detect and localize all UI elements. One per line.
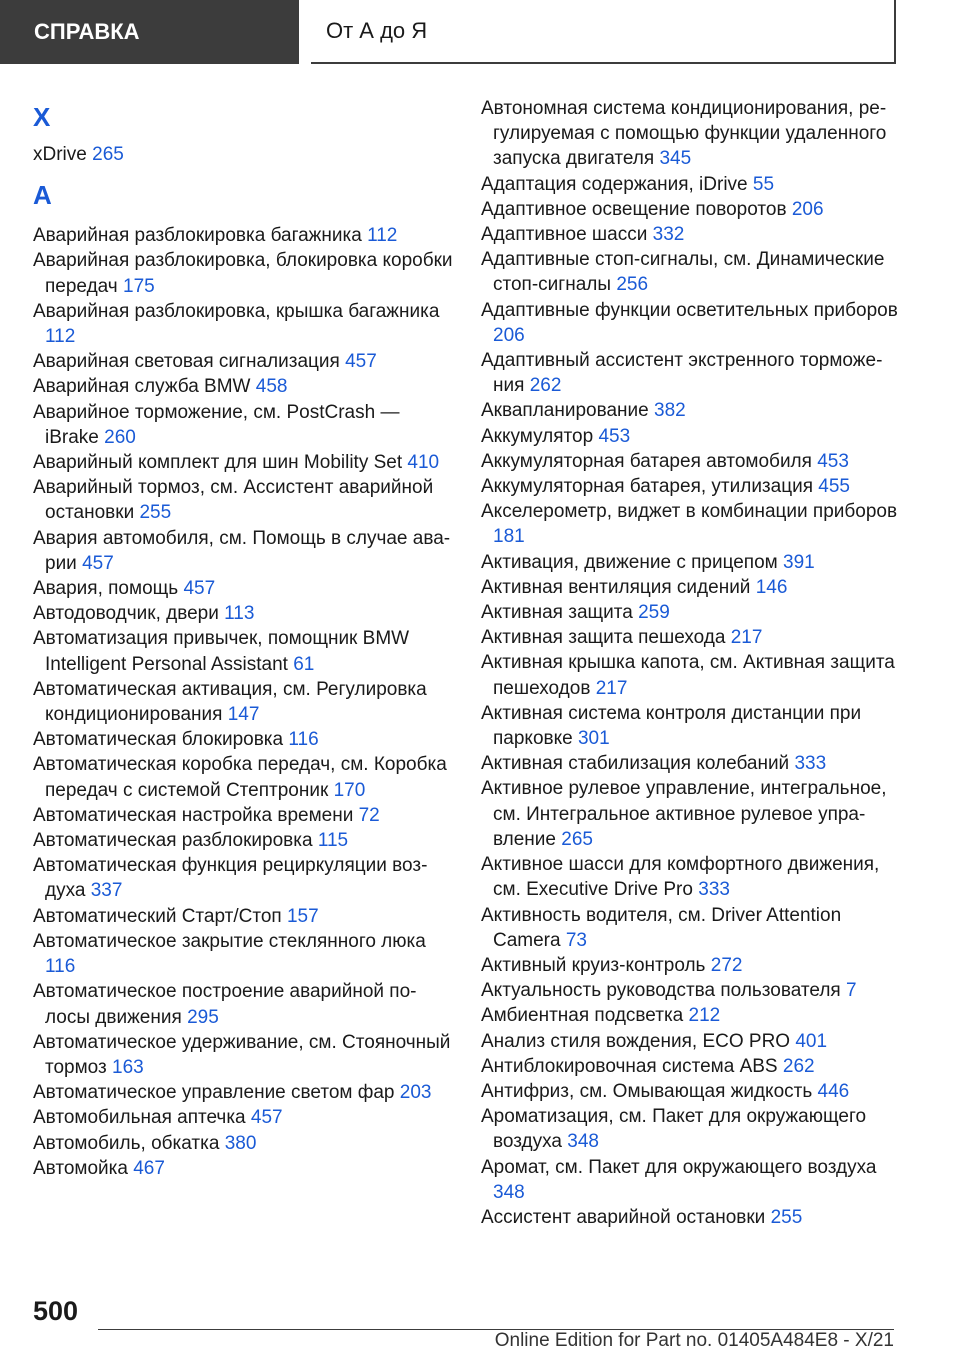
index-term: Автоматическое управление светом фар [33,1082,395,1104]
index-term: Адаптация содержания, iDrive [481,173,748,195]
index-entry [481,575,901,600]
index-entry [33,248,453,298]
index-entry [33,1030,453,1080]
index-entry [33,803,453,828]
index-entry [481,348,901,398]
index-entry [33,904,453,929]
page-title: От А до Я [326,18,428,43]
page-reference-link[interactable]: 260 [104,426,136,448]
page-reference-link[interactable]: 301 [577,728,610,750]
index-term: Аварийная разблокировка, крышка багажника [33,300,440,322]
index-term: Аккумуляторная батарея, утилизация [481,476,813,498]
index-term: Амбиентная подсветка [481,1005,684,1027]
index-entry [33,526,453,576]
index-term: Аварийный комплект для шин Mobility Set [33,452,403,474]
index-entry [33,626,453,676]
page-reference-link[interactable]: 457 [250,1107,283,1129]
index-term: Автомобиль, обкатка [33,1132,220,1154]
page-reference-link[interactable]: 163 [112,1056,144,1078]
index-entry [481,600,901,625]
page-reference-link[interactable]: 391 [783,551,815,573]
index-entry [33,601,453,626]
page-reference-link[interactable]: 112 [45,326,76,348]
index-entry [33,727,453,752]
index-term: Активное шасси для комфортного движения, см. Executive Drive Pro [481,854,880,901]
page-reference-link[interactable]: 115 [317,830,349,852]
index-term: Активная защита пешехода [481,627,726,649]
page-reference-link[interactable]: 332 [652,224,685,246]
page-reference-link[interactable]: 259 [638,602,670,624]
index-entry [33,1080,453,1105]
index-entry [481,852,901,902]
index-entry [481,96,901,172]
index-term: Автоматическая функция рециркуляции воздуха [33,855,428,902]
index-term: Автоматическая активация, см. Регулировка кондиционирования [33,678,427,726]
index-entry [481,398,901,423]
page-reference-link[interactable]: 255 [770,1206,803,1228]
index-term: Аварийная световая сигнализация [33,351,340,373]
index-entry [481,903,901,953]
index-term: Аварийный тормоз, см. Ассистент аварийной остановки [33,477,434,524]
index-term: Адаптивное шасси [481,224,648,246]
index-term: Автономная система кондиционирования, регулируемая с помощью функции удаленного запуска двигателя [481,98,887,170]
page-reference-link[interactable]: 206 [791,198,824,220]
index-term: Активная стабилизация колебаний [481,753,790,775]
index-term: Акселерометр, виджет в комбинации приборов [481,501,898,523]
index-term: Автоматическая настройка времени [33,804,354,826]
page-reference-link[interactable]: 467 [133,1157,165,1179]
page-reference-link[interactable]: 458 [255,376,288,398]
section-label: СПРАВКА [34,19,140,44]
index-entry [33,223,453,248]
index-entry [481,776,901,852]
edition-note: Online Edition for Part no. 01405A484E8 - X/21 [494,1330,894,1351]
index-entry [481,1079,901,1104]
index-entry [33,349,453,374]
index-term: Адаптивное освещение поворотов [481,198,787,220]
index-term: Автоматическая блокировка [33,729,284,751]
index-entry [481,701,901,751]
index-term: Антиблокировочная система ABS [481,1055,778,1077]
index-term: Активация, движение с прицепом [481,551,778,573]
section-letter: А [33,180,52,211]
page-reference-link[interactable]: 113 [224,603,255,625]
index-entry [481,247,901,297]
page-reference-link[interactable]: 265 [92,144,124,165]
page-reference-link[interactable]: 333 [794,753,827,775]
index-entry [33,1156,453,1181]
index-entry [481,499,901,549]
page-reference-link[interactable]: 116 [45,956,76,978]
index-entry [481,298,901,348]
index-term: Автоматическое удерживание, см. Стояночный тормоз [33,1031,451,1078]
page-reference-link[interactable]: 181 [493,526,525,548]
index-entry [481,650,901,700]
index-term: Антифриз, см. Омывающая жидкость [481,1080,813,1102]
index-entry [481,474,901,499]
index-entry [481,1205,901,1230]
page-reference-link[interactable]: 112 [367,225,398,247]
index-term: Аварийная разблокировка багажника [33,225,362,247]
page-reference-link[interactable]: 256 [616,274,649,296]
index-entry [481,550,901,575]
index-term: Аварийная служба BMW [33,376,251,398]
index-entry [481,1029,901,1054]
page-reference-link[interactable]: 348 [493,1181,525,1203]
index-term: Авария, помощь [33,578,179,600]
index-term: Актуальность руководства пользователя [481,980,841,1002]
index-term: Активная защита [481,602,633,624]
index-term: Аккумулятор [481,425,594,447]
index-term: Адаптивный ассистент экстренного торможения [481,350,883,397]
page-reference-link[interactable]: 446 [817,1080,850,1102]
page-reference-link[interactable]: 73 [565,929,587,951]
index-term: Авария автомобиля, см. Помощь в случае аварии [33,527,451,574]
index-term: Автомобильная аптечка [33,1107,246,1129]
index-entry [481,1054,901,1079]
page-reference-link[interactable]: 295 [187,1006,219,1028]
index-term: Автоматический Старт/Стоп [33,905,282,927]
index-term: Адаптивные функции осветительных приборов [481,299,898,321]
page-reference-link[interactable]: 262 [782,1055,815,1077]
index-term: Активный круиз-контроль [481,954,706,976]
index-term: Автоматическая коробка передач, см. Коробка передач с системой Стептроник [33,754,447,801]
index-term: Активная вентиляция сидений [481,576,751,598]
page-reference-link[interactable]: 255 [139,502,172,524]
page-reference-link[interactable]: 401 [795,1030,828,1052]
index-term: Аккумуляторная батарея автомобиля [481,450,812,472]
index-entry [481,751,901,776]
page-reference-link[interactable]: 265 [561,828,593,850]
page-reference-link[interactable]: 206 [493,324,525,346]
index-term: Аварийное торможение, см. PostCrash — iBrake [33,401,400,448]
index-entry [481,625,901,650]
index-term: Анализ стиля вождения, ECO PRO [481,1030,791,1052]
index-term: Активность водителя, см. Driver Attention Camera [481,904,842,951]
page-reference-link[interactable]: 217 [595,677,628,699]
page-reference-link[interactable]: 7 [845,980,857,1002]
index-entry [33,374,453,399]
page-reference-link[interactable]: 55 [752,173,775,195]
index-entry [33,299,453,349]
index-column-right [481,96,901,1230]
section-letter: X [33,102,51,132]
page-reference-link[interactable]: 457 [82,552,114,574]
index-entry [33,475,453,525]
index-term: Автомойка [33,1157,128,1179]
index-term: Автоматическое построение аварийной полосы движения [33,981,417,1028]
index-term: Адаптивные стоп-сигналы, см. Динамические стоп-сигналы [481,249,885,296]
page-reference-link[interactable]: 203 [399,1082,432,1104]
index-term: Автоматизация привычек, помощник BMW Intelligent Personal Assistant [33,628,410,675]
page-number: 500 [33,1296,79,1326]
index-term: Активное рулевое управление, интегральное, см. Интегральное активное рулевое управление [481,778,887,850]
page-reference-link[interactable]: 272 [710,954,743,976]
index-term: Автодоводчик, двери [33,603,219,625]
page-reference-link[interactable]: 382 [654,400,686,422]
page-reference-link[interactable]: 147 [227,704,260,726]
index-entry [33,853,453,903]
index-entry [481,953,901,978]
page-reference-link[interactable]: 380 [224,1132,257,1154]
index-term: Автоматическая разблокировка [33,830,313,852]
index-entry [33,929,453,979]
index-entry [481,424,901,449]
index-entry [481,1104,901,1154]
index-term: Аварийная разблокировка, блокировка коробки передач [33,250,453,297]
index-term: Ассистент аварийной остановки [481,1206,766,1228]
index-term: Аквапланирование [481,400,649,422]
page-reference-link[interactable]: 453 [817,450,849,472]
index-entry [33,752,453,802]
page-reference-link[interactable]: 453 [598,425,631,447]
page-reference-link[interactable]: 170 [333,779,366,801]
index-entry [481,1003,901,1028]
page-reference-link[interactable]: 457 [345,351,377,373]
index-entry [33,677,453,727]
index-column-left [33,96,453,1181]
page-reference-link[interactable]: 61 [293,653,315,675]
page-reference-link[interactable]: 116 [288,729,319,751]
page-reference-link[interactable]: 410 [407,452,440,474]
index-entry [33,1105,453,1130]
index-term: xDrive [33,144,87,165]
page-reference-link[interactable]: 217 [730,627,763,649]
page-reference-link[interactable]: 262 [529,375,562,397]
index-entry [33,1131,453,1156]
page-reference-link[interactable]: 345 [659,148,692,170]
page-reference-link[interactable]: 457 [183,578,216,600]
index-term: Автоматическое закрытие стеклянного люка [33,930,426,952]
page-reference-link[interactable]: 146 [755,576,788,598]
index-entry [481,449,901,474]
page-reference-link[interactable]: 348 [567,1131,599,1153]
page-reference-link[interactable]: 72 [358,804,380,826]
page-reference-link[interactable]: 212 [688,1005,721,1027]
page-reference-link[interactable]: 337 [90,880,123,902]
index-entry [33,576,453,601]
index-term: Активная система контроля дистанции при парковке [481,702,862,750]
index-entry [481,197,901,222]
index-term: Аромат, см. Пакет для окружающего воздуха [481,1156,877,1178]
page-reference-link[interactable]: 157 [286,905,319,927]
index-term: Активная крышка капота, см. Активная защита пешеходов [481,652,895,699]
page-reference-link[interactable]: 175 [123,275,155,297]
page-reference-link[interactable]: 333 [698,879,730,901]
index-entry [481,1155,901,1205]
page-reference-link[interactable]: 455 [818,476,850,498]
page-header [311,0,896,64]
index-entry [33,142,453,167]
index-entry [481,222,901,247]
index-entry [481,172,901,197]
index-entry [33,828,453,853]
index-entry [33,979,453,1029]
index-entry [481,978,901,1003]
index-entry [33,450,453,475]
section-tab [0,0,299,64]
index-term: Ароматизация, см. Пакет для окружающего воздуха [481,1106,867,1153]
index-entry [33,400,453,450]
